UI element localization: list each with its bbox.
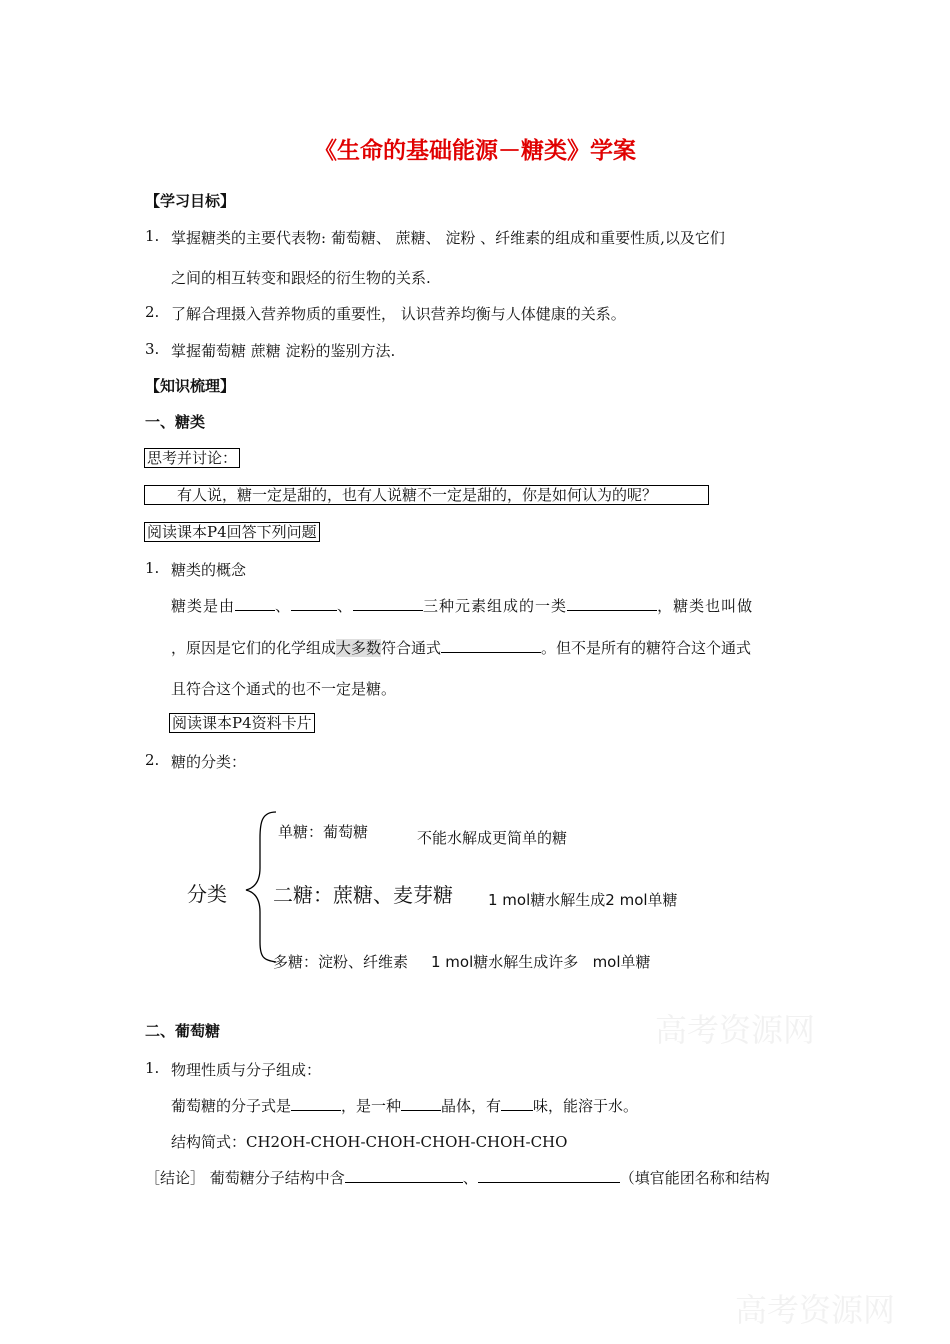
blank-category[interactable] [567,596,657,611]
text: 糖类是由 [171,597,236,615]
think-question-box [144,485,709,505]
objective-3-number: 3. [145,340,160,358]
text: 三种元素组成的一类 [423,597,568,615]
concept-paragraph-line-2 [171,637,751,658]
watermark: 高考资源网 [735,1291,896,1329]
physical-properties-number: 1. [145,1059,160,1077]
text: ，原因是它们的化学组成 [171,639,337,657]
objectives-heading: 【学习目标】 [145,192,236,210]
read-data-card-prompt: 阅读课本P4资料卡片 [169,713,315,733]
text: 味，能溶于水。 [533,1097,639,1115]
text: ，糖类也叫做 [657,597,754,615]
conclusion-sentence [145,1167,770,1188]
text: 、 [337,597,354,615]
text: 晶体，有 [441,1097,502,1115]
text: 。但不是所有的糖符合这个通式 [541,639,752,657]
blank-general-formula[interactable] [441,638,541,653]
monosaccharide-description: 不能水解成更简单的糖 [417,829,568,847]
blank-functional-group-1[interactable] [345,1168,463,1183]
monosaccharide-label: 单糖：葡萄糖 [278,823,369,841]
knowledge-heading: 【知识梳理】 [145,377,236,395]
disaccharide-label: 二糖：蔗糖、麦芽糖 [273,883,453,907]
document-title: 《生命的基础能源－糖类》学案 [314,138,636,164]
objective-2-number: 2. [145,303,160,321]
polysaccharide-description: 1 mol糖水解生成许多 mol单糖 [431,953,651,971]
glucose-formula-sentence [171,1095,638,1116]
objective-3: 掌握葡萄糖 蔗糖 淀粉的鉴别方法. [171,342,396,360]
read-textbook-prompt: 阅读课本P4回答下列问题 [144,522,320,542]
watermark: 高考资源网 [655,1011,816,1049]
structural-formula: 结构简式：CH2OH-CHOH-CHOH-CHOH-CHOH-CHO [171,1133,568,1151]
text: ，是一种 [341,1097,402,1115]
polysaccharide-label: 多糖：淀粉、纤维素 [273,953,409,971]
physical-properties-heading: 物理性质与分子组成： [171,1061,322,1079]
blank-taste[interactable] [501,1096,533,1111]
think-discuss-label: 思考并讨论： [144,448,240,468]
text: 、 [275,597,292,615]
blank-crystal-color[interactable] [401,1096,441,1111]
text: 符合通式 [381,639,442,657]
classification-number: 2. [145,751,160,769]
classification-heading: 糖的分类： [171,753,247,771]
objective-1-number: 1. [145,227,160,245]
blank-element-1[interactable] [235,596,275,611]
blank-element-2[interactable] [291,596,337,611]
blank-functional-group-2[interactable] [478,1168,620,1183]
objective-2: 了解合理摄入营养物质的重要性， 认识营养均衡与人体健康的关系。 [171,305,626,323]
text: ［结论］ 葡萄糖分子结构中含 [145,1169,345,1187]
concept-paragraph-line-3: 且符合这个通式的也不一定是糖。 [171,680,397,698]
section-glucose: 二、葡萄糖 [145,1022,221,1040]
text: （填官能团名称和结构 [619,1169,770,1187]
highlighted-text: 大多数 [336,639,382,657]
blank-element-3[interactable] [353,596,423,611]
text: 、 [462,1169,478,1187]
objective-1-line-2: 之间的相互转变和跟烃的衍生物的关系. [171,269,431,287]
think-question: 有人说，糖一定是甜的，也有人说糖不一定是甜的，你是如何认为的呢？ [177,486,658,504]
classification-root: 分类 [187,882,227,906]
disaccharide-description: 1 mol糖水解生成2 mol单糖 [488,891,678,909]
objective-1-line-1: 掌握糖类的主要代表物: 葡萄糖、 蔗糖、 淀粉 、纤维素的组成和重要性质,以及它们 [171,229,725,247]
blank-molecular-formula[interactable] [291,1096,341,1111]
concept-number: 1. [145,559,160,577]
section-carbohydrates: 一、糖类 [145,413,206,431]
concept-heading: 糖类的概念 [171,561,247,579]
text: 葡萄糖的分子式是 [171,1097,292,1115]
concept-paragraph-line-1 [171,595,753,616]
